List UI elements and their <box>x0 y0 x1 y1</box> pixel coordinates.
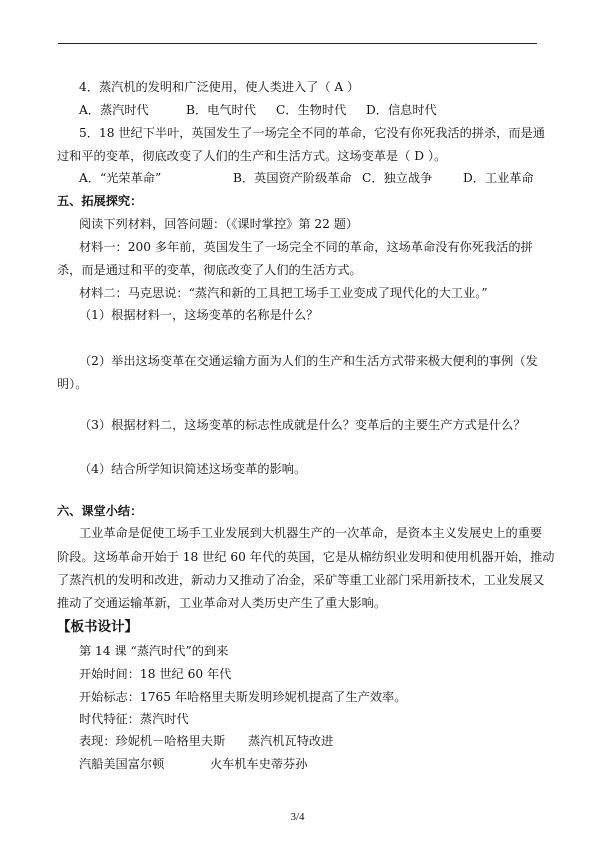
material2: 材料二：马克思说：“蒸汽和新的工具把工场手工业变成了现代化的大工业。” <box>79 286 488 300</box>
board-start-sign: 开始标志：1765 年哈格里夫斯发明珍妮机提高了生产效率。 <box>79 690 407 704</box>
q5-option-c: C．独立战争 <box>362 171 433 185</box>
page-number: 3/4 <box>290 811 305 823</box>
header-rule <box>58 43 537 44</box>
board-era: 时代特征：蒸汽时代 <box>79 712 189 726</box>
summary-line-4: 推动了交通运输革新，工业革命对人类历史产生了重大影响。 <box>57 596 387 610</box>
board-performance-b: 蒸汽机瓦特改进 <box>248 734 334 748</box>
material1-line1: 材料一：200 多年前，英国发生了一场完全不同的革命，这场革命没有你死我活的拼 <box>79 240 533 254</box>
question-4: （4）结合所学知识简述这场变革的影响。 <box>79 462 307 476</box>
q4-option-a: A．蒸汽时代 <box>79 103 149 117</box>
board-heading: 【板书设计】 <box>57 619 138 635</box>
question-2-line2: 明）。 <box>57 377 88 391</box>
material1-line2: 杀，而是通过和平的变革，彻底改变了人们的生活方式。 <box>57 263 362 277</box>
board-performance-d: 火车机车史蒂芬孙 <box>210 757 308 771</box>
summary-line-1: 工业革命是促使工场手工业发展到大机器生产的一次革命，是资本主义发展史上的重要 <box>79 526 543 540</box>
board-title: 第 14 课 “蒸汽时代”的到来 <box>79 644 229 658</box>
q5-option-a: A．“光荣革命” <box>79 171 162 185</box>
q5-stem-line2: 过和平的变革，彻底改变了人们的生产和生活方式。这场变革是（ D ）。 <box>57 149 447 163</box>
board-performance-a: 表现：珍妮机－哈格里夫斯 <box>79 734 226 748</box>
q5-option-d: D．工业革命 <box>463 171 534 185</box>
explore-heading: 五、拓展探究： <box>57 194 143 208</box>
q4-option-b: B．电气时代 <box>186 103 256 117</box>
q4-option-d: D．信息时代 <box>366 103 437 117</box>
board-start-time: 开始时间：18 世纪 60 年代 <box>79 667 232 681</box>
explore-intro: 阅读下列材料，回答问题：（《课时掌控》第 22 题） <box>79 217 359 231</box>
question-3: （3）根据材料二，这场变革的标志性成就是什么？变革后的主要生产方式是什么？ <box>79 418 526 432</box>
summary-line-3: 了蒸汽机的发明和改进，新动力又推动了冶金，采矿等重工业部门采用新技术，工业发展又 <box>57 573 545 587</box>
q4-option-c: C．生物时代 <box>276 103 347 117</box>
question-2-line1: （2）举出这场变革在交通运输方面为人们的生产和生活方式带来极大便利的事例（发 <box>79 354 538 368</box>
board-performance-c: 汽船美国富尔顿 <box>79 757 165 771</box>
q5-option-b: B．英国资产阶级革命 <box>233 171 352 185</box>
q5-stem-line1: 5．18 世纪下半叶，英国发生了一场完全不同的革命，它没有你死我活的拼杀，而是通 <box>79 126 545 140</box>
summary-line-2: 阶段。这场革命开始于 18 世纪 60 年代的英国，它是从棉纺织业发明和使用机器开始，推动 <box>57 550 555 564</box>
q4-stem: 4．蒸汽机的发明和广泛使用，使人类进入了（ A ） <box>79 80 360 94</box>
question-1: （1）根据材料一，这场变革的名称是什么？ <box>79 308 319 322</box>
summary-heading: 六、课堂小结： <box>57 504 143 518</box>
